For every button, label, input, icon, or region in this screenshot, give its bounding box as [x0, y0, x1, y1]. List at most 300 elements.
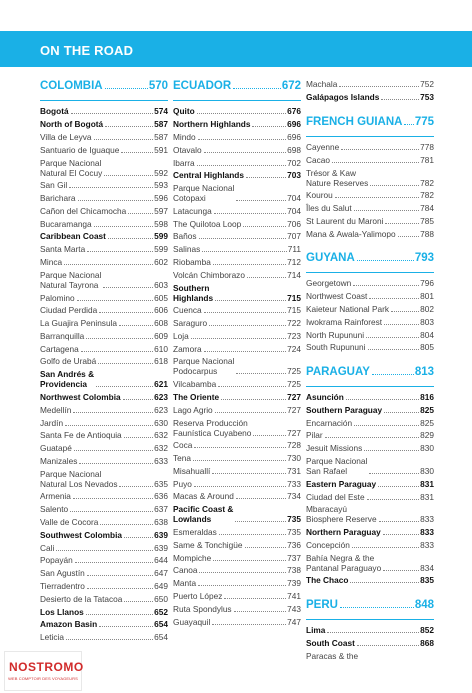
entry-label: Santuario de Iguaque — [40, 144, 120, 155]
destination-entry[interactable] — [173, 416, 301, 439]
leader-dots — [391, 311, 419, 312]
leader-dots — [124, 601, 153, 602]
destination-entry[interactable] — [40, 516, 168, 529]
subregion-entry[interactable] — [173, 503, 301, 526]
leader-dots — [384, 324, 419, 325]
leader-dots — [124, 537, 153, 538]
subregion-entry[interactable] — [40, 230, 168, 243]
entry-label: Cali — [40, 542, 55, 553]
entry-page-number: 712 — [287, 256, 301, 267]
entry-label: Salinas — [173, 244, 201, 255]
leader-dots — [94, 139, 154, 140]
destination-entry[interactable] — [173, 477, 301, 490]
entry-label: Amazon Basin — [40, 619, 98, 630]
subregion-entry[interactable] — [306, 391, 434, 404]
destination-entry[interactable] — [173, 538, 301, 551]
destination-entry[interactable] — [40, 467, 168, 490]
entry-label: Paracas & the — [306, 650, 359, 661]
entry-page-number: 707 — [287, 231, 301, 242]
entry-page-number: 782 — [420, 190, 434, 201]
destination-entry[interactable] — [306, 455, 434, 478]
destination-entry[interactable] — [40, 256, 168, 269]
leader-dots — [214, 213, 286, 214]
destination-entry[interactable] — [40, 217, 168, 230]
destination-entry[interactable] — [173, 230, 301, 243]
region-page-number: 848 — [414, 598, 434, 611]
section-gap — [306, 104, 434, 114]
destination-entry[interactable] — [306, 189, 434, 202]
heading-rule — [306, 272, 434, 273]
destination-entry[interactable] — [173, 217, 301, 230]
leader-dots — [86, 338, 153, 339]
entry-label: Bahía Negra & the Pantanal Paraguayo — [306, 552, 382, 573]
entry-label: Cañon del Chicamocha — [40, 205, 127, 216]
entry-label: Parque Nacional Natural Tayrona — [40, 269, 102, 290]
destination-entry[interactable] — [173, 243, 301, 256]
leader-dots — [221, 399, 286, 400]
destination-entry[interactable] — [173, 577, 301, 590]
destination-entry[interactable] — [306, 202, 434, 215]
destination-entry[interactable] — [173, 355, 301, 378]
subregion-entry[interactable] — [306, 637, 434, 650]
destination-entry[interactable] — [173, 590, 301, 603]
entry-page-number: 603 — [154, 279, 168, 290]
entry-page-number: 587 — [154, 131, 168, 142]
destination-entry[interactable] — [173, 564, 301, 577]
destination-entry[interactable] — [40, 192, 168, 205]
entry-label: San Gil — [40, 180, 68, 191]
entry-page-number: 714 — [287, 269, 301, 280]
entry-label: Tierradentro — [40, 580, 85, 591]
index-column-2 — [173, 78, 301, 628]
leader-dots — [204, 351, 287, 352]
destination-entry[interactable] — [306, 490, 434, 503]
entry-page-number: 696 — [287, 131, 301, 142]
destination-entry[interactable] — [40, 567, 168, 580]
entry-page-number: 702 — [287, 157, 301, 168]
entry-label: Zamora — [173, 343, 202, 354]
destination-entry[interactable] — [40, 156, 168, 179]
destination-entry[interactable] — [306, 166, 434, 189]
region-name: GUYANA — [306, 252, 355, 265]
destination-entry[interactable] — [306, 442, 434, 455]
entry-label: Bucaramanga — [40, 218, 92, 229]
destination-entry[interactable] — [40, 455, 168, 468]
destination-entry[interactable] — [40, 268, 168, 291]
heading-rule — [40, 100, 168, 101]
entry-page-number: 696 — [287, 119, 301, 130]
entry-page-number: 638 — [154, 517, 168, 528]
destination-entry[interactable] — [40, 291, 168, 304]
leader-dots — [253, 435, 286, 436]
entry-page-number: 618 — [154, 356, 168, 367]
destination-entry[interactable] — [306, 290, 434, 303]
subregion-entry[interactable] — [40, 368, 168, 391]
banner-title: ON THE ROAD — [40, 43, 134, 58]
heading-rule — [306, 386, 434, 387]
entry-label: Esmeraldas — [173, 527, 217, 538]
entry-label: Cartagena — [40, 343, 79, 354]
leader-dots — [368, 349, 420, 350]
leader-dots — [77, 300, 154, 301]
entry-label: Valle de Cocora — [40, 517, 99, 528]
destination-entry[interactable] — [40, 580, 168, 593]
entry-label: Parque Nacional Cotopaxi — [173, 183, 235, 204]
subregion-entry[interactable] — [306, 624, 434, 637]
entry-label: Palomino — [40, 292, 75, 303]
entry-page-number: 639 — [154, 529, 168, 540]
leader-dots — [340, 607, 414, 608]
entry-label: Misahuallí — [173, 465, 211, 476]
entry-page-number: 834 — [420, 562, 434, 573]
entry-label: Ciudad del Este — [306, 491, 365, 502]
region-name: ECUADOR — [173, 80, 232, 92]
entry-page-number: 715 — [287, 292, 301, 303]
leader-dots — [198, 585, 286, 586]
destination-entry[interactable] — [173, 403, 301, 416]
leader-dots — [385, 223, 419, 224]
leader-dots — [378, 486, 419, 487]
leader-dots — [245, 547, 287, 548]
destination-entry[interactable] — [40, 429, 168, 442]
destination-entry[interactable] — [306, 277, 434, 290]
entry-page-number: 784 — [420, 203, 434, 214]
entry-page-number: 598 — [154, 218, 168, 229]
leader-dots — [64, 264, 153, 265]
entry-label: Desierto de la Tatacoa — [40, 593, 123, 604]
entry-page-number: 647 — [154, 568, 168, 579]
entry-label: Baños — [173, 231, 197, 242]
leader-dots — [224, 598, 286, 599]
entry-label: Cayenne — [306, 141, 340, 152]
entry-label: Parque Nacional Natural El Cocuy — [40, 157, 103, 178]
region-name: COLOMBIA — [40, 80, 103, 92]
leader-dots — [234, 611, 287, 612]
leader-dots — [364, 450, 419, 451]
entry-page-number: 639 — [154, 542, 168, 553]
entry-label: Mbaracayú Biosphere Reserve — [306, 504, 377, 525]
entry-page-number: 833 — [420, 527, 434, 538]
entry-page-number: 747 — [287, 616, 301, 627]
entry-label: San Andrés & Providencia — [40, 369, 95, 390]
destination-entry[interactable] — [40, 592, 168, 605]
entry-label: Parque Nacional Podocarpus — [173, 356, 235, 377]
entry-label: Trésor & Kaw Nature Reserves — [306, 167, 369, 188]
subregion-entry[interactable] — [306, 91, 434, 104]
leader-dots — [372, 374, 414, 375]
entry-page-number: 741 — [287, 590, 301, 601]
destination-entry[interactable] — [40, 403, 168, 416]
destination-entry[interactable] — [40, 631, 168, 644]
entry-page-number: 711 — [287, 244, 301, 255]
entry-page-number: 816 — [420, 392, 434, 403]
destination-entry[interactable] — [40, 131, 168, 144]
subregion-entry[interactable] — [306, 404, 434, 417]
subregion-entry[interactable] — [40, 528, 168, 541]
destination-entry[interactable] — [173, 143, 301, 156]
leader-dots — [194, 486, 286, 487]
leader-dots — [98, 363, 153, 364]
destination-entry[interactable] — [173, 439, 301, 452]
destination-entry[interactable] — [173, 330, 301, 343]
destination-entry[interactable] — [306, 416, 434, 429]
entry-page-number: 803 — [420, 316, 434, 327]
heading-rule — [306, 619, 434, 620]
region-heading[interactable] — [40, 80, 168, 100]
entry-label: Encarnación — [306, 417, 353, 428]
entry-page-number: 735 — [287, 527, 301, 538]
heading-rule — [306, 136, 434, 137]
leader-dots — [367, 499, 420, 500]
entry-label: Puerto López — [173, 590, 223, 601]
subregion-entry[interactable] — [40, 391, 168, 404]
region-page-number: 775 — [414, 115, 434, 128]
entry-label: Armenia — [40, 491, 71, 502]
entry-page-number: 725 — [287, 366, 301, 377]
entry-page-number: 831 — [420, 491, 434, 502]
leader-dots — [197, 113, 286, 114]
entry-page-number: 637 — [154, 504, 168, 515]
destination-entry[interactable] — [173, 156, 301, 169]
entry-label: South Coast — [306, 638, 355, 649]
entry-label: Kourou — [306, 190, 333, 201]
leader-dots — [335, 197, 419, 198]
leader-dots — [353, 285, 419, 286]
leader-dots — [369, 473, 419, 474]
destination-entry[interactable] — [40, 143, 168, 156]
entry-page-number: 591 — [154, 144, 168, 155]
destination-entry[interactable] — [173, 342, 301, 355]
destination-entry[interactable] — [173, 204, 301, 217]
destination-entry[interactable] — [40, 554, 168, 567]
leader-dots — [354, 425, 419, 426]
leader-dots — [81, 351, 153, 352]
destination-entry[interactable] — [40, 342, 168, 355]
subregion-entry[interactable] — [173, 169, 301, 182]
leader-dots — [69, 187, 153, 188]
destination-entry[interactable] — [40, 442, 168, 455]
destination-entry[interactable] — [40, 204, 168, 217]
entry-label: Coca — [173, 440, 193, 451]
destination-entry[interactable] — [306, 649, 434, 662]
region-name: PARAGUAY — [306, 365, 370, 378]
entry-label: Latacunga — [173, 205, 212, 216]
subregion-entry[interactable] — [306, 477, 434, 490]
leader-dots — [215, 412, 286, 413]
leader-dots — [86, 614, 153, 615]
entry-label: Iwokrama Rainforest — [306, 316, 383, 327]
entry-label: Riobamba — [173, 256, 211, 267]
entry-page-number: 592 — [154, 167, 168, 178]
destination-entry[interactable] — [173, 131, 301, 144]
entry-label: Parque Nacional San Rafael — [306, 456, 368, 477]
entry-label: Vilcabamba — [173, 379, 217, 390]
entry-label: Caribbean Coast — [40, 231, 106, 242]
leader-dots — [199, 238, 287, 239]
entry-page-number: 727 — [287, 427, 301, 438]
leader-dots — [247, 277, 286, 278]
destination-entry[interactable] — [173, 268, 301, 281]
region-heading[interactable] — [306, 116, 434, 136]
subregion-entry[interactable] — [40, 118, 168, 131]
leader-dots — [352, 547, 419, 548]
entry-label: Ruta Spondylus — [173, 603, 232, 614]
destination-entry[interactable] — [40, 541, 168, 554]
leader-dots — [233, 88, 281, 89]
destination-entry[interactable] — [306, 78, 434, 91]
destination-entry[interactable] — [40, 490, 168, 503]
destination-entry[interactable] — [40, 355, 168, 368]
entry-page-number: 785 — [420, 215, 434, 226]
destination-entry[interactable] — [173, 602, 301, 615]
leader-dots — [381, 99, 419, 100]
leader-dots — [341, 149, 419, 150]
entry-label: Same & Tonchigüe — [173, 539, 243, 550]
entry-page-number: 610 — [154, 343, 168, 354]
destination-entry[interactable] — [306, 503, 434, 526]
destination-entry[interactable] — [306, 429, 434, 442]
entry-label: Canoa — [173, 565, 198, 576]
destination-entry[interactable] — [40, 304, 168, 317]
subregion-entry[interactable] — [173, 391, 301, 404]
destination-entry[interactable] — [173, 551, 301, 564]
entry-page-number: 833 — [420, 514, 434, 525]
leader-dots — [199, 572, 286, 573]
destination-entry[interactable] — [40, 179, 168, 192]
entry-page-number: 623 — [154, 404, 168, 415]
subregion-entry[interactable] — [40, 105, 168, 118]
index-column-1 — [40, 78, 168, 643]
destination-entry[interactable] — [306, 328, 434, 341]
subregion-entry[interactable] — [40, 605, 168, 618]
leader-dots — [212, 473, 286, 474]
leader-dots — [339, 86, 419, 87]
entry-label: North of Bogotá — [40, 119, 104, 130]
entry-label: Barranquilla — [40, 330, 85, 341]
entry-label: Manta — [173, 578, 197, 589]
entry-page-number: 596 — [154, 193, 168, 204]
entry-label: Volcán Chimborazo — [173, 269, 245, 280]
entry-page-number: 605 — [154, 292, 168, 303]
subregion-entry[interactable] — [306, 574, 434, 587]
entry-page-number: 734 — [287, 491, 301, 502]
destination-entry[interactable] — [173, 378, 301, 391]
entry-label: Quito — [173, 106, 195, 117]
entry-page-number: 715 — [287, 305, 301, 316]
destination-entry[interactable] — [173, 465, 301, 478]
leader-dots — [96, 386, 153, 387]
destination-entry[interactable] — [40, 243, 168, 256]
region-heading[interactable] — [306, 599, 434, 619]
destination-entry[interactable] — [173, 615, 301, 628]
logo-tagline: WEB COMPTOIR DES VOYAGEURS — [8, 676, 78, 681]
destination-entry[interactable] — [40, 317, 168, 330]
entry-label: Northern Paraguay — [306, 527, 381, 538]
region-page-number: 672 — [281, 80, 301, 92]
region-page-number: 570 — [148, 80, 168, 92]
entry-page-number: 733 — [287, 478, 301, 489]
destination-entry[interactable] — [306, 551, 434, 574]
subregion-entry[interactable] — [173, 105, 301, 118]
subregion-entry[interactable] — [306, 526, 434, 539]
leader-dots — [119, 486, 153, 487]
entry-label: Cacao — [306, 154, 330, 165]
entry-page-number: 727 — [287, 392, 301, 403]
leader-dots — [198, 139, 287, 140]
leader-dots — [194, 447, 286, 448]
entry-page-number: 752 — [420, 79, 434, 90]
region-heading[interactable] — [306, 252, 434, 272]
region-page-number: 813 — [414, 365, 434, 378]
entry-page-number: 623 — [154, 392, 168, 403]
entry-page-number: 606 — [154, 305, 168, 316]
destination-entry[interactable] — [306, 141, 434, 154]
subregion-entry[interactable] — [173, 118, 301, 131]
entry-page-number: 632 — [154, 430, 168, 441]
entry-page-number: 703 — [287, 170, 301, 181]
destination-entry[interactable] — [173, 490, 301, 503]
destination-entry[interactable] — [40, 503, 168, 516]
region-heading[interactable] — [173, 80, 301, 100]
destination-entry[interactable] — [173, 452, 301, 465]
destination-entry[interactable] — [306, 315, 434, 328]
entry-page-number: 704 — [287, 205, 301, 216]
entry-label: Northwest Coast — [306, 291, 368, 302]
entry-page-number: 608 — [154, 318, 168, 329]
destination-entry[interactable] — [173, 526, 301, 539]
nostromo-logo — [4, 651, 82, 691]
destination-entry[interactable] — [306, 153, 434, 166]
leader-dots — [103, 287, 153, 288]
entry-label: Southern Paraguay — [306, 404, 383, 415]
entry-label: Los Llanos — [40, 606, 84, 617]
index-column-3 — [306, 78, 434, 662]
destination-entry[interactable] — [306, 539, 434, 552]
destination-entry[interactable] — [173, 256, 301, 269]
destination-entry[interactable] — [173, 304, 301, 317]
leader-dots — [74, 450, 153, 451]
leader-dots — [202, 251, 287, 252]
region-heading[interactable] — [306, 366, 434, 386]
entry-page-number: 804 — [420, 329, 434, 340]
destination-entry[interactable] — [306, 227, 434, 240]
entry-label: The Oriente — [173, 392, 220, 403]
entry-label: Guayaquil — [173, 616, 211, 627]
destination-entry[interactable] — [173, 317, 301, 330]
leader-dots — [366, 337, 419, 338]
entry-label: South Rupununi — [306, 342, 366, 353]
leader-dots — [383, 534, 419, 535]
destination-entry[interactable] — [40, 330, 168, 343]
entry-label: St Laurent du Maroni — [306, 215, 384, 226]
entry-label: Ciudad Perdida — [40, 305, 98, 316]
destination-entry[interactable] — [40, 416, 168, 429]
destination-entry[interactable] — [306, 341, 434, 354]
destination-entry[interactable] — [306, 303, 434, 316]
entry-page-number: 599 — [154, 231, 168, 242]
entry-page-number: 781 — [420, 154, 434, 165]
destination-entry[interactable] — [306, 214, 434, 227]
entry-page-number: 574 — [154, 106, 168, 117]
entry-label: Eastern Paraguay — [306, 478, 377, 489]
entry-page-number: 727 — [287, 404, 301, 415]
subregion-entry[interactable] — [40, 618, 168, 631]
entry-page-number: 636 — [154, 491, 168, 502]
subregion-entry[interactable] — [173, 281, 301, 304]
entry-label: Jesuit Missions — [306, 443, 363, 454]
destination-entry[interactable] — [173, 182, 301, 205]
entry-label: Otavalo — [173, 144, 202, 155]
